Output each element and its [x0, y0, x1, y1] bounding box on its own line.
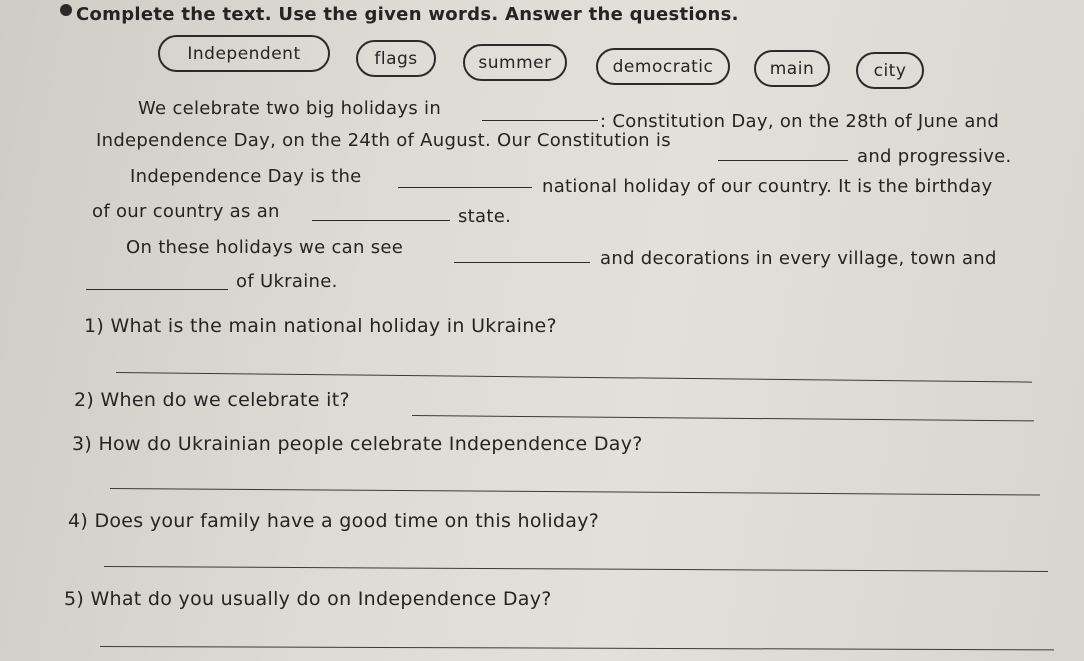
text-line-3b: national holiday of our country. It is the birthday	[542, 176, 993, 197]
blank-2	[718, 160, 848, 161]
text-line-1b: : Constitution Day, on the 28th of June and	[600, 111, 1000, 132]
word-bank-democratic: democratic	[596, 48, 730, 85]
text-line-5a: On these holidays we can see	[126, 237, 404, 258]
question-3: 3) How do Ukrainian people celebrate Independence Day?	[72, 433, 643, 455]
answer-line-5	[100, 646, 1054, 650]
blank-5	[454, 262, 590, 263]
word-bank-independent: Independent	[158, 35, 330, 72]
blank-3	[398, 187, 532, 188]
text-line-1a: We celebrate two big holidays in	[138, 98, 442, 119]
bullet-icon	[60, 4, 72, 16]
question-4: 4) Does your family have a good time on this holiday?	[68, 510, 600, 532]
answer-line-1	[116, 372, 1032, 383]
blank-1	[482, 120, 598, 121]
question-5: 5) What do you usually do on Independence Day?	[64, 588, 552, 610]
text-line-6: of Ukraine.	[236, 271, 338, 292]
text-line-4b: state.	[458, 206, 512, 227]
word-bank-summer: summer	[463, 44, 567, 81]
question-1: 1) What is the main national holiday in Ukraine?	[84, 315, 557, 337]
instruction-text: Complete the text. Use the given words. Answer the questions.	[76, 4, 739, 25]
blank-4	[312, 220, 450, 221]
question-2: 2) When do we celebrate it?	[74, 389, 350, 411]
text-line-4a: of our country as an	[92, 201, 280, 222]
word-bank-main: main	[754, 50, 830, 87]
text-line-5b: and decorations in every village, town and	[600, 248, 997, 269]
answer-line-2	[412, 415, 1034, 421]
answer-line-3	[110, 488, 1040, 495]
word-bank-city: city	[856, 52, 924, 89]
blank-6	[86, 289, 228, 290]
word-bank-flags: flags	[356, 40, 436, 77]
text-line-2a: Independence Day, on the 24th of August. Our Constitution is	[96, 130, 671, 151]
answer-line-4	[104, 566, 1048, 572]
text-line-2b: and progressive.	[857, 146, 1012, 167]
text-line-3a: Independence Day is the	[130, 166, 362, 187]
